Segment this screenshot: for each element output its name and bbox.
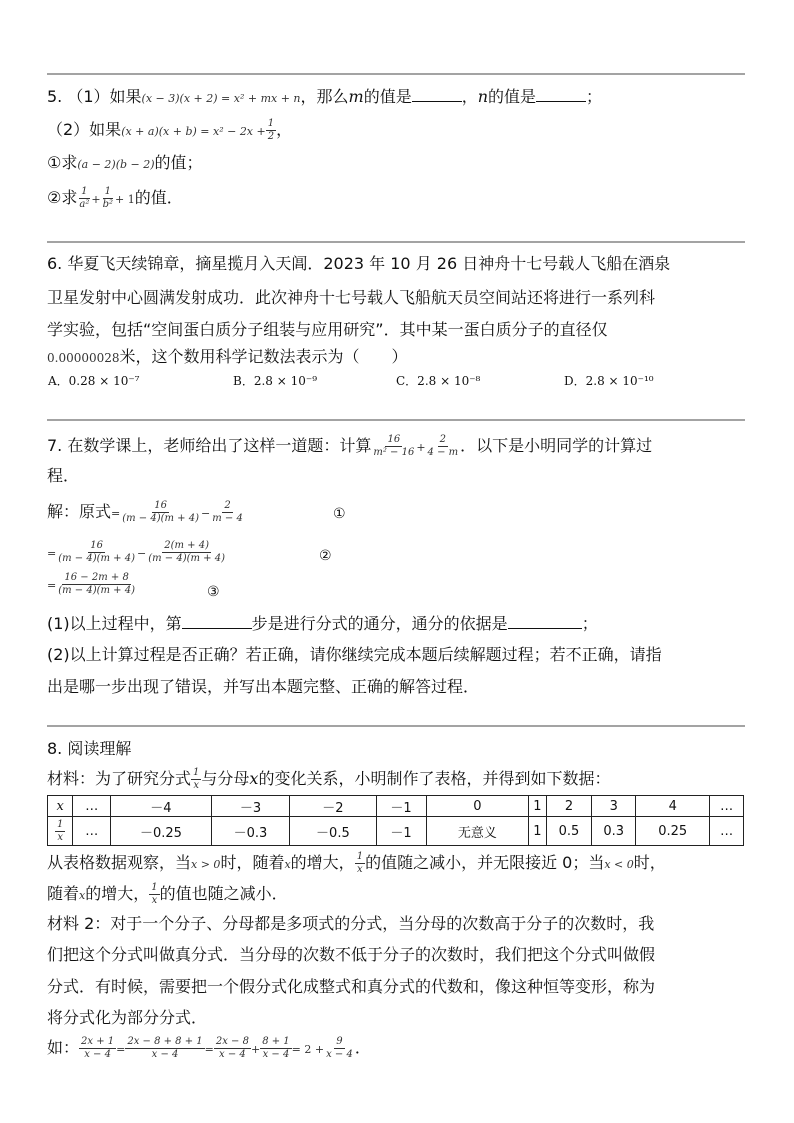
text: 的值； xyxy=(154,153,203,172)
fraction xyxy=(125,1036,204,1061)
text: + xyxy=(250,1043,261,1056)
text: 材料：为了研究分式 xyxy=(47,769,192,788)
table-cell: 0.5 xyxy=(546,817,592,846)
q6-line4 xyxy=(47,346,408,369)
text: (m − 4)(m + 4) xyxy=(58,585,135,596)
text: x xyxy=(79,889,86,902)
expression: (a − 2)(b − 2) xyxy=(77,158,155,171)
text: 的增大， xyxy=(85,884,150,903)
text: = xyxy=(204,1043,214,1056)
fraction xyxy=(79,1036,116,1061)
table-cell: … xyxy=(710,796,744,817)
text: 1 xyxy=(193,767,200,778)
q8-material2-line1: 材料 2：对于一个分子、分母都是多项式的分式，当分母的次数高于分子的次数时，我 xyxy=(47,914,655,933)
text: x xyxy=(357,864,363,875)
table-cell: －4 xyxy=(111,796,212,817)
q7-part2-line1: (2)以上计算过程是否正确？若正确，请你继续完成本题后续解题过程；若不正确，请指 xyxy=(47,645,662,664)
text: 时，随着 xyxy=(220,853,285,872)
text: x xyxy=(193,780,200,791)
text: 与分母 xyxy=(201,769,250,788)
table-cell: 1 xyxy=(529,817,546,846)
text: + xyxy=(91,193,101,206)
text: 从表格数据观察，当 xyxy=(47,853,192,872)
fraction xyxy=(56,540,137,565)
q8-observation2 xyxy=(47,882,288,907)
table-cell: … xyxy=(710,817,744,846)
text: 8 + 1 xyxy=(262,1036,290,1047)
text: 16 xyxy=(154,500,167,511)
q5-line2 xyxy=(47,118,292,143)
text: （2）如果 xyxy=(47,120,122,139)
text: ．以下是小明同学的计算过 xyxy=(460,436,653,455)
text: ， xyxy=(461,87,478,106)
text: 的值随之减小，并无限接近 0；当 xyxy=(365,853,605,872)
text: 的增大， xyxy=(290,853,355,872)
fraction xyxy=(77,186,91,211)
text: 1 xyxy=(104,186,111,197)
text: x xyxy=(249,769,259,788)
q6-line2: 卫星发射中心圆满发射成功．此次神舟十七号载人飞船航天员空间站还将进行一系列科 xyxy=(47,288,656,307)
q7-solution-step2 xyxy=(47,540,227,565)
step-marker-2: ② xyxy=(319,548,332,564)
q8-title: 8. 阅读理解 xyxy=(47,739,132,758)
text: 9 xyxy=(336,1036,343,1047)
table-cell: －3 xyxy=(211,796,289,817)
text: x − 4 xyxy=(151,1049,179,1060)
text: b² xyxy=(102,199,113,210)
q8-example xyxy=(47,1036,371,1061)
table-cell: 4 xyxy=(636,796,710,817)
text: 1 xyxy=(356,851,364,862)
text: (m − 4)(m + 4) xyxy=(122,513,200,524)
table-cell: 0.3̇ xyxy=(592,817,636,846)
text: 随着 xyxy=(47,884,80,903)
q8-material2-line4: 将分式化为部分分式． xyxy=(47,1008,208,1027)
text: 2(m + 4) xyxy=(164,540,209,551)
answer-blank[interactable] xyxy=(536,87,586,102)
fraction xyxy=(266,118,276,143)
text: 16 xyxy=(387,434,401,445)
text: a² xyxy=(79,199,90,210)
table-cell: －0.25 xyxy=(111,817,212,846)
table-cell: … xyxy=(73,796,111,817)
text: x − 4 xyxy=(326,1049,353,1060)
text: x − 4 xyxy=(219,1049,246,1060)
decimal-number: 0.00000028 xyxy=(47,351,120,365)
fraction xyxy=(355,851,365,876)
answer-blank[interactable] xyxy=(412,87,462,102)
text: 米，这个数用科学记数法表示为（ ） xyxy=(119,347,408,366)
answer-blank[interactable] xyxy=(182,614,252,629)
q8-material1 xyxy=(47,767,610,792)
fraction xyxy=(371,434,416,459)
text: = xyxy=(116,1043,126,1056)
text: ②求 xyxy=(47,188,78,207)
q8-material2-line3: 分式．有时候，需要把一个假分式化成整式和真分式的代数和，像这种恒等变形，称为 xyxy=(47,977,656,996)
table-row xyxy=(48,796,744,817)
fraction xyxy=(324,1036,355,1061)
table-cell: 3 xyxy=(592,796,636,817)
q5-prefix: 5. （1）如果 xyxy=(47,87,142,106)
text: 时， xyxy=(633,853,666,872)
fraction xyxy=(101,186,115,211)
option-a[interactable]: A．0.28 × 10⁻⁷ xyxy=(48,374,140,388)
text: x xyxy=(284,858,291,871)
q5-equation2: (x + a)(x + b) = x² − 2x + xyxy=(121,125,266,138)
text: (1)以上过程中，第 xyxy=(47,614,182,633)
q5-line1 xyxy=(47,86,602,110)
text: x − 4 xyxy=(84,1049,111,1060)
text: 的值是 xyxy=(488,87,537,106)
text: m − 4 xyxy=(212,513,243,524)
divider xyxy=(47,725,745,727)
text: (m − 4)(m + 4) xyxy=(148,553,225,564)
q5-line3 xyxy=(47,152,203,176)
text: 1 xyxy=(151,882,158,893)
text: 的值． xyxy=(134,188,183,207)
table-row xyxy=(48,817,744,846)
text: 2x − 8 xyxy=(215,1036,249,1047)
text: 7. 在数学课上，老师给出了这样一道题：计算 xyxy=(47,436,372,455)
text: x xyxy=(151,895,158,906)
q8-material2-line2: 们把这个分式叫做真分式．当分母的次数不低于分子的次数时，我们把这个分式叫做假 xyxy=(47,945,656,964)
text: − xyxy=(201,507,211,520)
text: = xyxy=(111,507,121,520)
q5-equation: (x − 3)(x + 2) = x² + mx + n xyxy=(141,92,301,105)
text: ． xyxy=(354,1038,371,1057)
table-cell: －2 xyxy=(290,796,376,817)
text: x xyxy=(57,831,64,843)
text: ，那么 xyxy=(300,87,349,106)
table-cell: x xyxy=(48,796,73,817)
text: 2x − 8 + 8 + 1 xyxy=(127,1036,203,1047)
fraction xyxy=(56,572,137,597)
table-cell: 0.25 xyxy=(636,817,710,846)
step-marker-1: ① xyxy=(333,506,346,522)
text: 1 xyxy=(81,186,88,197)
q6-line1: 6. 华夏飞天续锦章，摘星揽月入天阊．2023 年 10 月 26 日神舟十七号载人飞船在酒泉 xyxy=(47,254,671,273)
table-cell: 无意义 xyxy=(426,817,529,846)
text: m² − 16 xyxy=(373,447,415,458)
text: 2x + 1 xyxy=(81,1036,115,1047)
step-marker-3: ③ xyxy=(207,584,220,600)
fraction xyxy=(191,767,201,792)
text: ， xyxy=(276,120,293,139)
q7-line2: 程． xyxy=(47,466,80,485)
fraction xyxy=(210,500,245,525)
table-cell: 0 xyxy=(426,796,529,817)
text: = xyxy=(47,547,57,560)
text: 步是进行分式的通分，通分的依据是 xyxy=(251,614,508,633)
table-cell: 1 xyxy=(529,796,546,817)
q7-part1 xyxy=(47,613,598,635)
text: (m − 4)(m + 4) xyxy=(58,553,135,564)
text: 的值也随之减小． xyxy=(159,884,288,903)
text: x − 4 xyxy=(262,1049,290,1060)
q7-solution-step1 xyxy=(47,500,245,525)
text: 的值是 xyxy=(363,87,412,106)
option-b[interactable]: B．2.8 × 10⁻⁹ xyxy=(233,374,318,388)
text: − xyxy=(137,547,147,560)
option-d[interactable]: D．2.8 × 10⁻¹⁰ xyxy=(564,374,654,388)
text: ； xyxy=(586,87,603,106)
text: ； xyxy=(581,614,598,633)
text: = xyxy=(47,579,57,592)
text: x < 0 xyxy=(604,858,634,871)
q7-part2-line2: 出是哪一步出现了错误，并写出本题完整、正确的解答过程． xyxy=(47,677,480,696)
text: 2 xyxy=(224,500,231,511)
option-c[interactable]: C．2.8 × 10⁻⁸ xyxy=(396,374,481,388)
data-table xyxy=(47,795,744,846)
fraction xyxy=(146,540,227,565)
table-cell: … xyxy=(73,817,111,846)
text: 的变化关系，小明制作了表格，并得到如下数据： xyxy=(258,769,611,788)
denominator: 2 xyxy=(267,131,275,142)
text: 2 xyxy=(439,434,447,445)
fraction xyxy=(120,500,201,525)
table-cell: －1 xyxy=(376,817,426,846)
fraction xyxy=(214,1036,251,1061)
q7-solution-step3 xyxy=(47,572,137,597)
q7-line1 xyxy=(47,434,652,459)
answer-blank[interactable] xyxy=(508,614,582,629)
text: + xyxy=(416,441,426,454)
text: = 2 + xyxy=(291,1043,325,1056)
text: 如： xyxy=(47,1038,80,1057)
table-cell xyxy=(48,817,73,846)
table-cell: 2 xyxy=(546,796,592,817)
text: ①求 xyxy=(47,153,78,172)
table-cell: －0.5 xyxy=(290,817,376,846)
text: + 1 xyxy=(114,193,135,206)
divider xyxy=(47,419,745,421)
text: 16 − 2m + 8 xyxy=(64,572,129,583)
var-n: n xyxy=(477,87,489,106)
divider xyxy=(47,73,745,75)
q5-line4 xyxy=(47,186,183,211)
q8-observation1 xyxy=(47,851,666,876)
text: 4 − m xyxy=(427,447,459,458)
fraction xyxy=(55,819,65,844)
numerator: 1 xyxy=(267,118,275,129)
var-m: m xyxy=(348,87,364,106)
divider xyxy=(47,241,745,243)
table-cell: －0.3̇ xyxy=(211,817,289,846)
text: 解：原式 xyxy=(47,502,112,521)
table-cell: －1 xyxy=(376,796,426,817)
q6-line3: 学实验，包括“空间蛋白质分子组装与应用研究”．其中某一蛋白质分子的直径仅 xyxy=(47,320,608,339)
text: 1 xyxy=(57,818,64,830)
text: x > 0 xyxy=(191,858,221,871)
text: 16 xyxy=(90,540,103,551)
fraction xyxy=(149,882,159,907)
fraction xyxy=(426,434,461,459)
fraction xyxy=(260,1036,291,1061)
